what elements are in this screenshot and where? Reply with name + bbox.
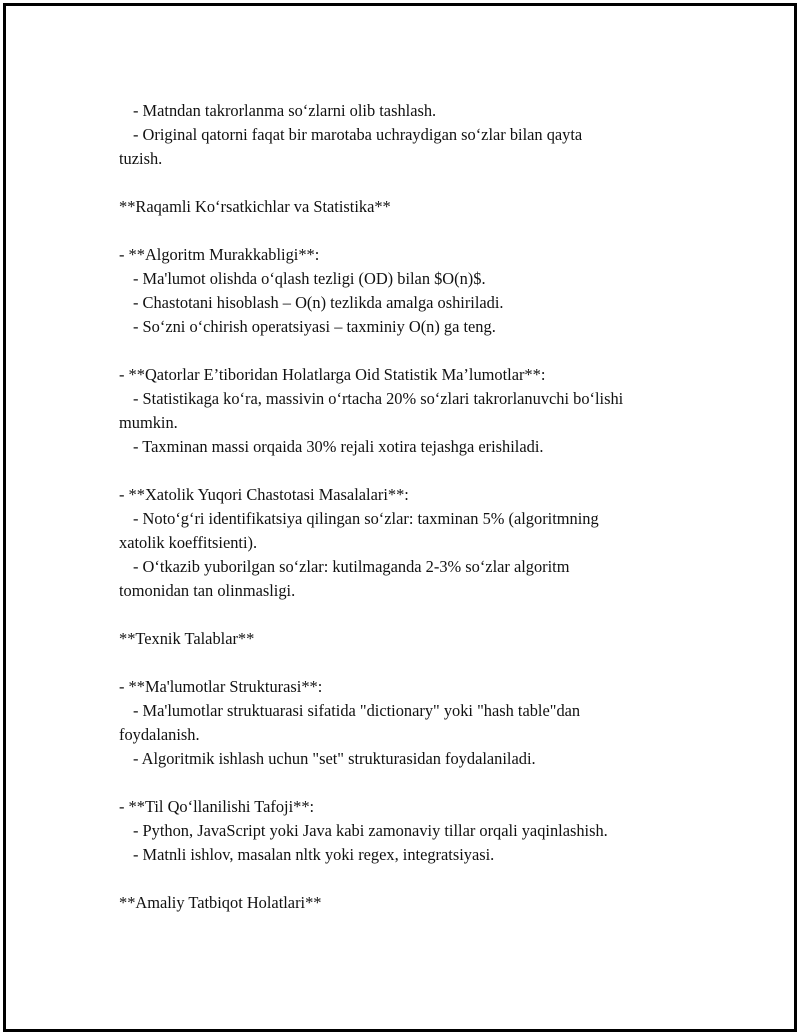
text-line: mumkin.	[119, 413, 178, 432]
text-line: - Original qatorni faqat bir marotaba uchraydigan so‘zlar bilan qayta	[133, 125, 583, 144]
blank-line	[119, 603, 699, 627]
text-line: **Texnik Talablar**	[119, 629, 255, 648]
blank-line	[119, 171, 699, 195]
blank-line	[119, 651, 699, 675]
text-line: - Ma'lumot olishda o‘qlash tezligi (OD) bilan $O(n)$.	[133, 269, 486, 288]
text-line: - **Qatorlar E’tiboridan Holatlarga Oid Statistik Ma’lumotlar**:	[119, 365, 546, 384]
text-line: - Matndan takrorlanma so‘zlarni olib tashlash.	[133, 101, 437, 120]
text-line: tomonidan tan olinmasligi.	[119, 581, 296, 600]
text-line: foydalanish.	[119, 725, 200, 744]
text-line: - So‘zni o‘chirish operatsiyasi – taxminiy O(n) ga teng.	[133, 317, 496, 336]
text-line: - Noto‘g‘ri identifikatsiya qilingan so‘zlar: taxminan 5% (algoritmning	[133, 509, 599, 528]
document-body	[119, 99, 699, 915]
text-line: - Ma'lumotlar struktuarasi sifatida "dictionary" yoki "hash table"dan	[133, 701, 581, 720]
text-line: - Python, JavaScript yoki Java kabi zamonaviy tillar orqali yaqinlashish.	[133, 821, 608, 840]
text-line: - O‘tkazib yuborilgan so‘zlar: kutilmaganda 2-3% so‘zlar algoritm	[133, 557, 570, 576]
page-frame	[3, 3, 797, 1032]
blank-line	[119, 867, 699, 891]
text-line: - **Algoritm Murakkabligi**:	[119, 245, 320, 264]
text-line: tuzish.	[119, 149, 163, 168]
blank-line	[119, 771, 699, 795]
blank-line	[119, 219, 699, 243]
text-line: **Raqamli Ko‘rsatkichlar va Statistika**	[119, 197, 391, 216]
text-line: **Amaliy Tatbiqot Holatlari**	[119, 893, 322, 912]
text-line: - Matnli ishlov, masalan nltk yoki regex, integratsiyasi.	[133, 845, 495, 864]
text-line: - Algoritmik ishlash uchun "set" strukturasidan foydalaniladi.	[133, 749, 536, 768]
text-line: - Statistikaga ko‘ra, massivin o‘rtacha 20% so‘zlari takrorlanuvchi bo‘lishi	[133, 389, 624, 408]
text-line: - **Til Qo‘llanilishi Tafoji**:	[119, 797, 315, 816]
blank-line	[119, 339, 699, 363]
text-line: - **Ma'lumotlar Strukturasi**:	[119, 677, 323, 696]
blank-line	[119, 459, 699, 483]
text-line: xatolik koeffitsienti).	[119, 533, 258, 552]
text-line: - Taxminan massi orqaida 30% rejali xotira tejashga erishiladi.	[133, 437, 544, 456]
text-line: - Chastotani hisoblash – O(n) tezlikda amalga oshiriladi.	[133, 293, 504, 312]
text-line: - **Xatolik Yuqori Chastotasi Masalalari**:	[119, 485, 409, 504]
